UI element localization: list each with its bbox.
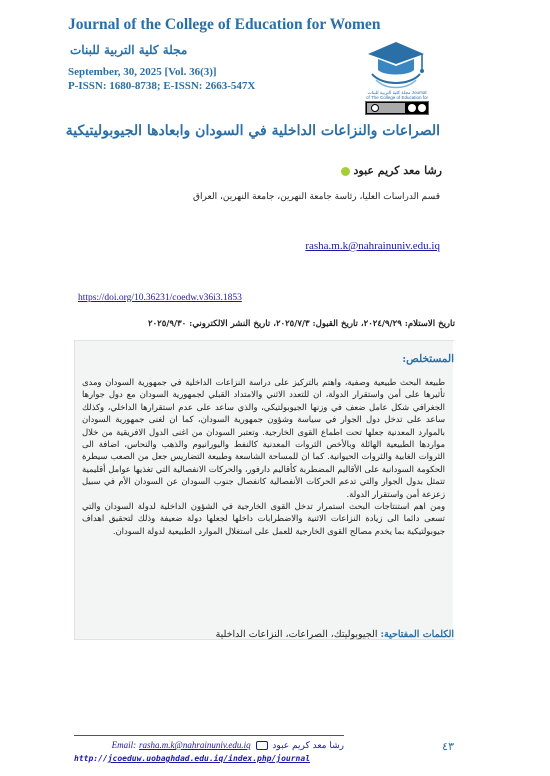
footer-url-link[interactable]: jcoeduw.uobaghdad.edu.iq/index.php/journal	[107, 754, 311, 763]
orcid-icon[interactable]	[341, 167, 350, 176]
footer-email-line	[112, 740, 344, 751]
logo-caption: مجلة كلية التربية للبنات Journal of The College of Education for	[366, 90, 428, 100]
journal-logo-icon	[362, 24, 430, 92]
paper-title: الصراعات والنزاعات الداخلية في السودان وابعادها الجيوبوليتيكية	[65, 123, 440, 139]
keywords	[216, 629, 454, 640]
author-affiliation: قسم الدراسات العليا، رئاسة جامعة النهرين، جامعة النهرين، العراق	[193, 192, 440, 202]
footer-divider	[74, 735, 344, 736]
article-dates: تاريخ الاستلام: ٢٠٢٤/٩/٢٩، تاريخ القبول: ٢٠٢٥/٧/٣، تاريخ النشر الالكتروني: ٢٠٢٥/٩/٣٠	[148, 319, 455, 329]
journal-title-ar: مجلة كلية التربية للبنات	[70, 43, 188, 57]
nc-icon	[418, 104, 426, 112]
footer-url-prefix: http://	[74, 754, 108, 763]
author-name-text: رشا معد كريم عبود	[353, 164, 442, 177]
cc-icon	[371, 104, 379, 112]
keywords-label: الكلمات المفتاحية:	[380, 629, 454, 640]
footer-url[interactable]	[74, 754, 310, 763]
footer-email-label: Email:	[111, 740, 137, 750]
author-name	[338, 164, 442, 177]
mail-icon	[256, 741, 268, 750]
doi-link[interactable]: https://doi.org/10.36231/coedw.v36i3.1853	[78, 293, 242, 303]
abstract-paragraph: طبيعة البحث طبيعية وصفية، واهتم بالتركيز على دراسة النزاعات الداخلية في جمهورية السودان ومدى تأثيرها على أمن واستقرار الدولة، ان للتعدد الاثني والامتداد القبلي لجمهورية السودان مع دول جوارها الجغرافي شكل عامل ضعف في وزنها الجيوبولتيكي، والذي ساعد على عدم استقرارها الداخلي، وكذلك ساعد على تدخل دول الجوار في سياسة وشؤون جمهورية السودان، كما ان لغنى جمهورية السودان بالموارد المعدنية جعلها تحت اطماع القوى الخارجية. وتعتبر السودان من اغنى الدول الافريقية من خلال مواردها الطبيعية الهائلة وبالأخص الثروات المعدنية كالنفط واليورانيوم والذهب والنحاس، اضافة الى الثروات الغابية والثروات الحيوانية. كما ان للمساحة الشاسعة وطبيعة التضاريس جعل من الصعب سيطرة الحكومة السودانية على الأقاليم المضطربة كأقاليم دارفور، والحركات الانفصالية التي تغذيها عوامل أقليمية تتمثل بدول الجوار والتي تدعم الحركات الأنفصالية كانفصال جنوب السودان عن السودان الأم في سبيل زعزعة أمن واستقرار الدولة.	[82, 377, 445, 499]
footer-email-link[interactable]: rasha.m.k@nahrainuniv.edu.iq	[139, 740, 251, 750]
journal-title-en: Journal of the College of Education for Women	[68, 16, 381, 33]
by-icon	[408, 104, 416, 112]
cc-license-badge[interactable]	[365, 101, 429, 115]
abstract-body	[82, 376, 445, 537]
page-number: ٤٣	[442, 740, 454, 753]
author-email-link[interactable]: rasha.m.k@nahrainuniv.edu.iq	[305, 240, 440, 252]
journal-date-volume: September, 30, 2025 [Vol. 36(3)]	[68, 66, 217, 78]
keywords-list: الجيوبوليتك، الصراعات، النزاعات الداخلية	[215, 629, 378, 640]
abstract-paragraph: ومن اهم استنتاجات البحث استمرار تدخل القوى الخارجية في الشؤون الداخلية لدولة السودان والتي تسعى دائما الى زيادة النزاعات الاثنية والاضطرابات داخلها لجعلها دولة ضعيفة وذلك لتحقيق اهداف جيوبولتيكية بما يخدم مصالح القوى الخارجية للعمل على استغلال الموارد الطبيعية لدولة السودان.	[82, 501, 445, 536]
footer-author: رشا معد كريم عبود	[272, 741, 344, 751]
abstract-heading: المستخلص:	[402, 353, 454, 365]
journal-issn: P-ISSN: 1680-8738; E-ISSN: 2663-547X	[68, 80, 256, 92]
